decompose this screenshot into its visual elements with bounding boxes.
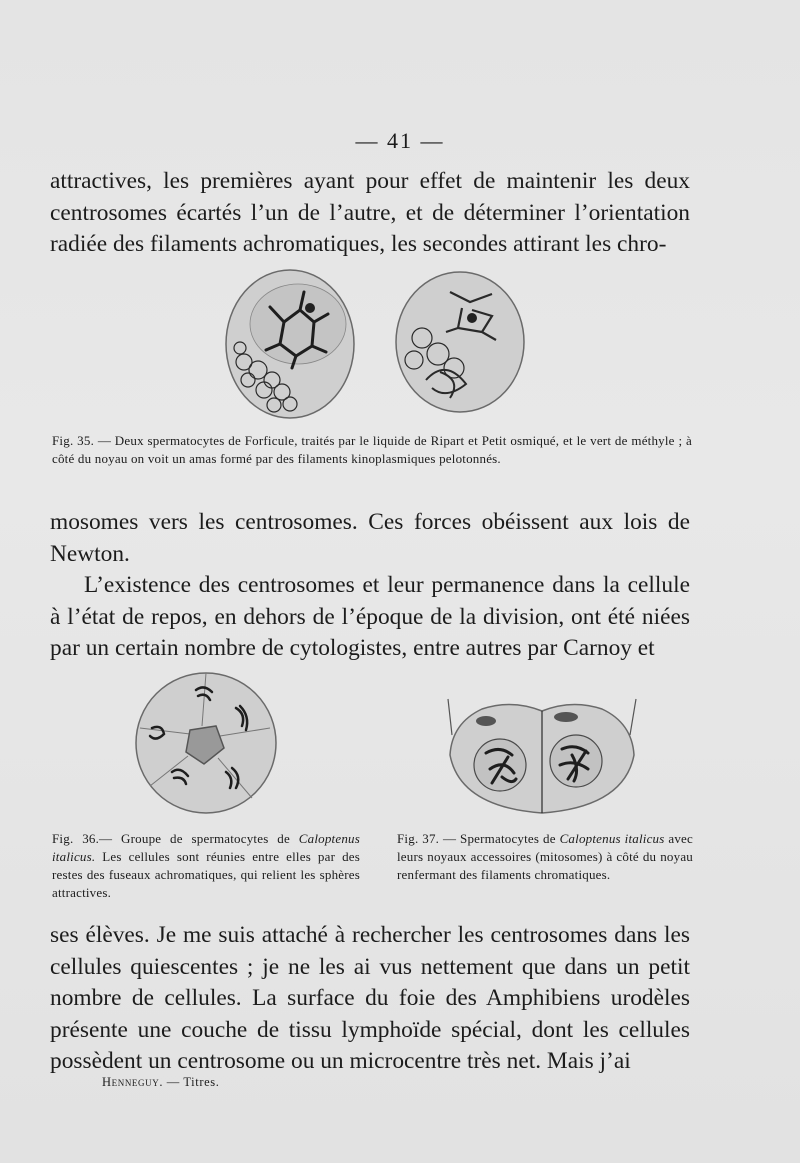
figure-37-caption [397, 830, 693, 884]
figure-35-illustration [200, 262, 560, 427]
figure-36-label: Fig. 36. [52, 831, 100, 846]
figure-36-caption-text-a: — Groupe de spermatocytes de [99, 831, 299, 846]
figure-37-caption-text-b: avec leurs noyaux accessoires (mitosomes) à côté du noyau renfermant des filaments chromatiques. [397, 831, 693, 882]
figure-37-illustration [442, 695, 642, 820]
footer-title: — Titres. [166, 1075, 220, 1089]
figure-35-caption-text: — Deux spermatocytes de Forficule, traités par le liquide de Ripart et Petit osmiqué, et le vert de méthyle ; à côté du noyau on voit un amas formé par des filaments kinoplasmiques pelotonnés. [52, 433, 693, 466]
figure-36-caption-text-b: Les cellules sont réunies entre elles par des restes des fuseaux achromatiques, qui relient les sphères attractives. [52, 849, 360, 900]
paragraph-existence: L’existence des centrosomes et leur permanence dans la cellule à l’état de repos, en dehors de l’époque de la division, ont été niées par un certain nombre de cytologistes, entre autres par Carnoy et [50, 572, 690, 661]
paragraph-attractives: attractives, les premières ayant pour effet de maintenir les deux centrosomes écartés l’un de l’autre, et de déterminer l’orientation radiée des filaments achromatiques, les secondes attirant les chro- [50, 168, 690, 257]
figure-35-label: Fig. 35. [52, 433, 95, 448]
figure-36-species: Caloptenus italicus. [52, 831, 360, 864]
figure-37-label: Fig. 37. [397, 831, 440, 846]
figure-35-caption [52, 432, 692, 468]
figure-37-caption-text-a: — Spermatocytes de [442, 831, 560, 846]
fig35-left-cell [226, 270, 354, 418]
paragraph-newton: mosomes vers les centrosomes. Ces forces obéissent aux lois de Newton. [50, 509, 690, 567]
paragraph-eleves: ses élèves. Je me suis attaché à rechercher les centrosomes dans les cellules quiescentes ; je ne les ai vus nettement que dans un petit nombre de cellules. La surface du foie des Amphibiens urodèles présente une couche de tissu lymphoïde spécial, dont les cellules possèdent un centrosome ou un microcentre très net. Mais j’ai [50, 922, 690, 1074]
footer-author: Henneguy. [102, 1075, 164, 1089]
paragraph-top [50, 166, 690, 261]
fig35-right-cell [396, 272, 524, 412]
figure-36-illustration [132, 668, 280, 818]
running-footer [102, 1075, 219, 1090]
paragraph-middle [50, 507, 690, 665]
page-number: — 41 — [355, 128, 445, 153]
figure-37-species: Caloptenus italicus [559, 831, 665, 846]
figure-36-caption [52, 830, 360, 902]
paragraph-bottom [50, 920, 690, 1078]
